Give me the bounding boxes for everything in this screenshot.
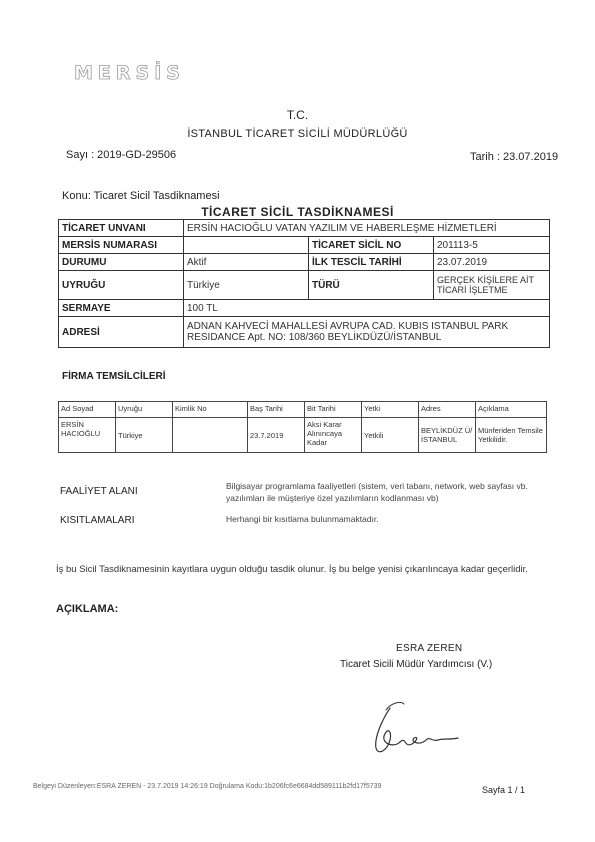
label-ticaret-unvani: TİCARET UNVANI [59,220,184,237]
label-durumu: DURUMU [59,254,184,271]
col-header-kimlik: Kimlik No [173,402,248,418]
cell-adres: BEYLİKDÜZ Ü/İSTANBUL [419,418,476,453]
aciklama-label: AÇIKLAMA: [56,603,119,615]
label-mersis: MERSİS NUMARASI [59,237,184,254]
col-header-ad-soyad: Ad Soyad [59,402,116,418]
registry-info-table [58,219,550,348]
cell-uyrugu: Türkiye [116,418,173,453]
cell-bit-tarihi: Aksi Karar Alınıncaya Kadar [305,418,362,453]
label-ilk-tescil: İLK TESCİL TARİHİ [309,254,434,271]
label-turu: TÜRÜ [309,271,434,300]
cell-ad-soyad: ERSİN HACIOĞLU [59,418,116,453]
col-header-aciklama: Açıklama [476,402,547,418]
signature-image [360,690,470,760]
value-turu: GERÇEK KİŞİLERE AİT TİCARİ İŞLETME [434,271,550,300]
cell-kimlik [173,418,248,453]
col-header-adres: Adres [419,402,476,418]
value-ilk-tescil: 23.07.2019 [434,254,550,271]
document-heading [0,205,595,219]
col-header-bit-tarihi: Bit Tarihi [305,402,362,418]
value-durumu: Aktif [184,254,309,271]
col-header-yetki: Yetki [362,402,419,418]
representatives-table [58,401,547,453]
value-sermaye: 100 TL [184,300,550,317]
document-date: Tarih : 23.07.2019 [470,151,559,163]
table-row [59,271,550,300]
col-header-uyrugu: Uyruğu [116,402,173,418]
value-mersis [184,237,309,254]
col-header-bas-tarihi: Baş Tarihi [248,402,305,418]
value-adres: ADNAN KAHVECİ MAHALLESİ AVRUPA CAD. KUBIS ISTANBUL PARK RESIDANCE Apt. NO: 108/360 BEYLİKDÜZÜ/İSTANBUL [184,317,550,348]
value-uyrugu: Türkiye [184,271,309,300]
kisitlama-label: KISITLAMALARI [60,515,135,526]
document-heading-text: TİCARET SİCİL TASDİKNAMESİ [201,205,394,219]
cell-bas-tarihi: 23.7.2019 [248,418,305,453]
table-row [59,418,547,453]
label-adres: ADRESİ [59,317,184,348]
page-number: Sayfa 1 / 1 [482,785,526,795]
faaliyet-label: FAALİYET ALANI [60,486,138,497]
table-row [59,317,550,348]
table-row [59,220,550,237]
value-sicil-no: 201113-5 [434,237,550,254]
table-row [59,254,550,271]
value-ticaret-unvani: ERSİN HACIOĞLU VATAN YAZILIM VE HABERLEŞME HİZMETLERİ [184,220,550,237]
mersis-logo: MERSİS [74,62,185,84]
table-header-row [59,402,547,418]
cell-aciklama: Münferiden Temsile Yetkilidir. [476,418,547,453]
subject-line: Konu: Ticaret Sicil Tasdiknamesi [62,190,220,202]
cell-yetki: Yetkili [362,418,419,453]
table-row [59,300,550,317]
footer-info: Belgeyi Düzenleyen:ESRA ZEREN - 23.7.2019 14:26:19 Doğrulama Kodu:1b206fc6e6684dd589111b2fd17f5739 [33,783,382,790]
label-sicil-no: TİCARET SİCİL NO [309,237,434,254]
faaliyet-value: Bilgisayar programlama faaliyetleri (sistem, veri tabanı, network, web sayfası vb. yazılımları ile müşteriye özel yazılımların kodlanması vb) [226,481,528,503]
representatives-title: FİRMA TEMSİLCİLERİ [62,371,166,382]
label-uyrugu: UYRUĞU [59,271,184,300]
declaration-text: İş bu Sicil Tasdiknamesinin kayıtlara uygun olduğu tasdik olunur. İş bu belge yenisi çıkarılıncaya kadar geçerlidir. [56,564,528,575]
table-row [59,237,550,254]
document-number: Sayı : 2019-GD-29506 [66,149,177,161]
label-sermaye: SERMAYE [59,300,184,317]
signer-name: ESRA ZEREN [396,643,463,654]
kisitlama-value: Herhangi bir kısıtlama bulunmamaktadır. [226,514,379,524]
header-tc: T.C. [286,108,309,122]
signer-title: Ticaret Sicili Müdür Yardımcısı (V.) [340,659,493,670]
header-office: İSTANBUL TİCARET SİCİLİ MÜDÜRLÜĞÜ [187,128,408,140]
